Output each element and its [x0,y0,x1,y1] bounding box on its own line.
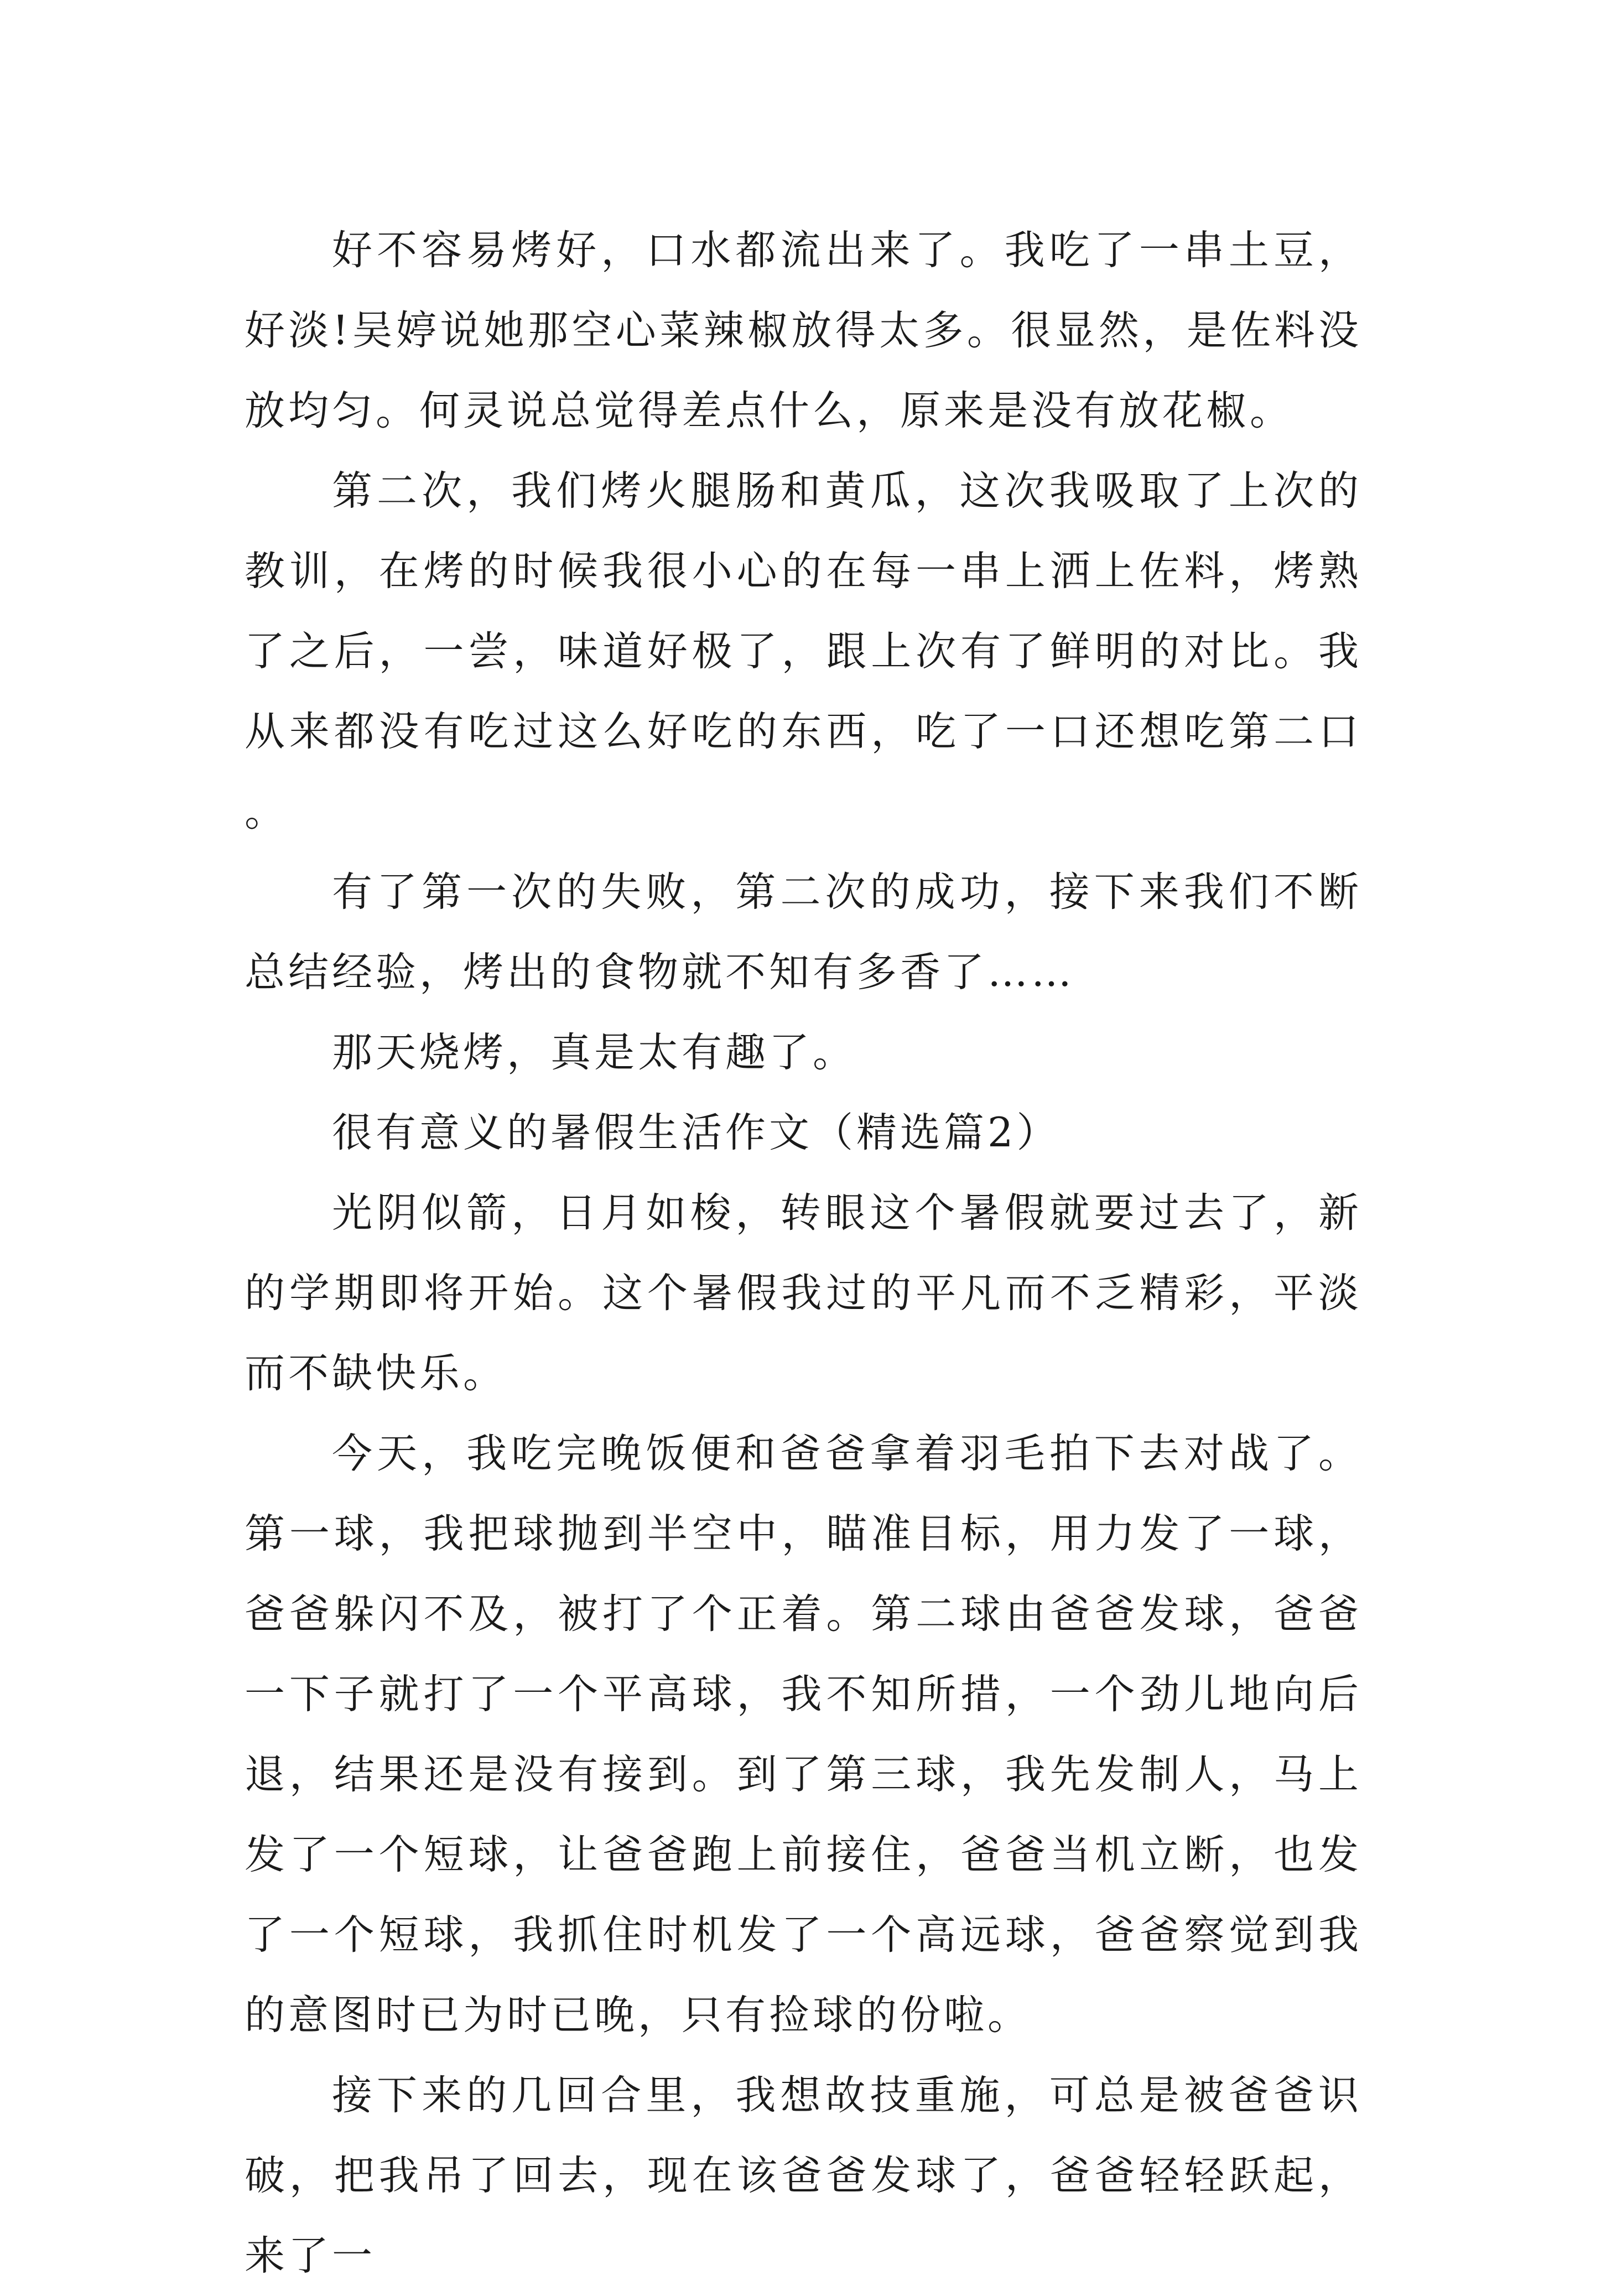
paragraph: 光阴似箭，日月如梭，转眼这个暑假就要过去了，新的学期即将开始。这个暑假我过的平凡而不乏精彩，平淡而不缺快乐。 [245,1189,1362,1397]
paragraph: 有了第一次的失败，第二次的成功，接下来我们不断总结经验，烤出的食物就不知有多香了…… [245,869,1362,996]
paragraph: 接下来的几回合里，我想故技重施，可总是被爸爸识破，把我吊了回去，现在该爸爸发球了，爸爸轻轻跃起，来了一 [245,2072,1362,2279]
document-body [245,210,1362,2296]
section-heading: 很有意义的暑假生活作文（精选篇2） [332,1109,1061,1156]
paragraph: 好不容易烤好，口水都流出来了。我吃了一串土豆，好淡!吴婷说她那空心菜辣椒放得太多。很显然，是佐料没放均匀。何灵说总觉得差点什么，原来是没有放花椒。 [245,227,1362,434]
paragraph: 今天，我吃完晚饭便和爸爸拿着羽毛拍下去对战了。第一球，我把球抛到半空中，瞄准目标，用力发了一球，爸爸躲闪不及，被打了个正着。第二球由爸爸发球，爸爸一下子就打了一个平高球，我不知所措，一个劲儿地向后退，结果还是没有接到。到了第三球，我先发制人，马上发了一个短球，让爸爸跑上前接住，爸爸当机立断，也发了一个短球，我抓住时机发了一个高远球，爸爸察觉到我的意图时已为时已晚，只有捡球的份啦。 [245,1430,1362,2039]
paragraph: 第二次，我们烤火腿肠和黄瓜，这次我吸取了上次的教训，在烤的时候我很小心的在每一串上洒上佐料，烤熟了之后，一尝，味道好极了，跟上次有了鲜明的对比。我从来都没有吃过这么好吃的东西，吃了一口还想吃第二口。 [245,467,1362,835]
paragraph: 那天烧烤，真是太有趣了。 [332,1029,856,1076]
